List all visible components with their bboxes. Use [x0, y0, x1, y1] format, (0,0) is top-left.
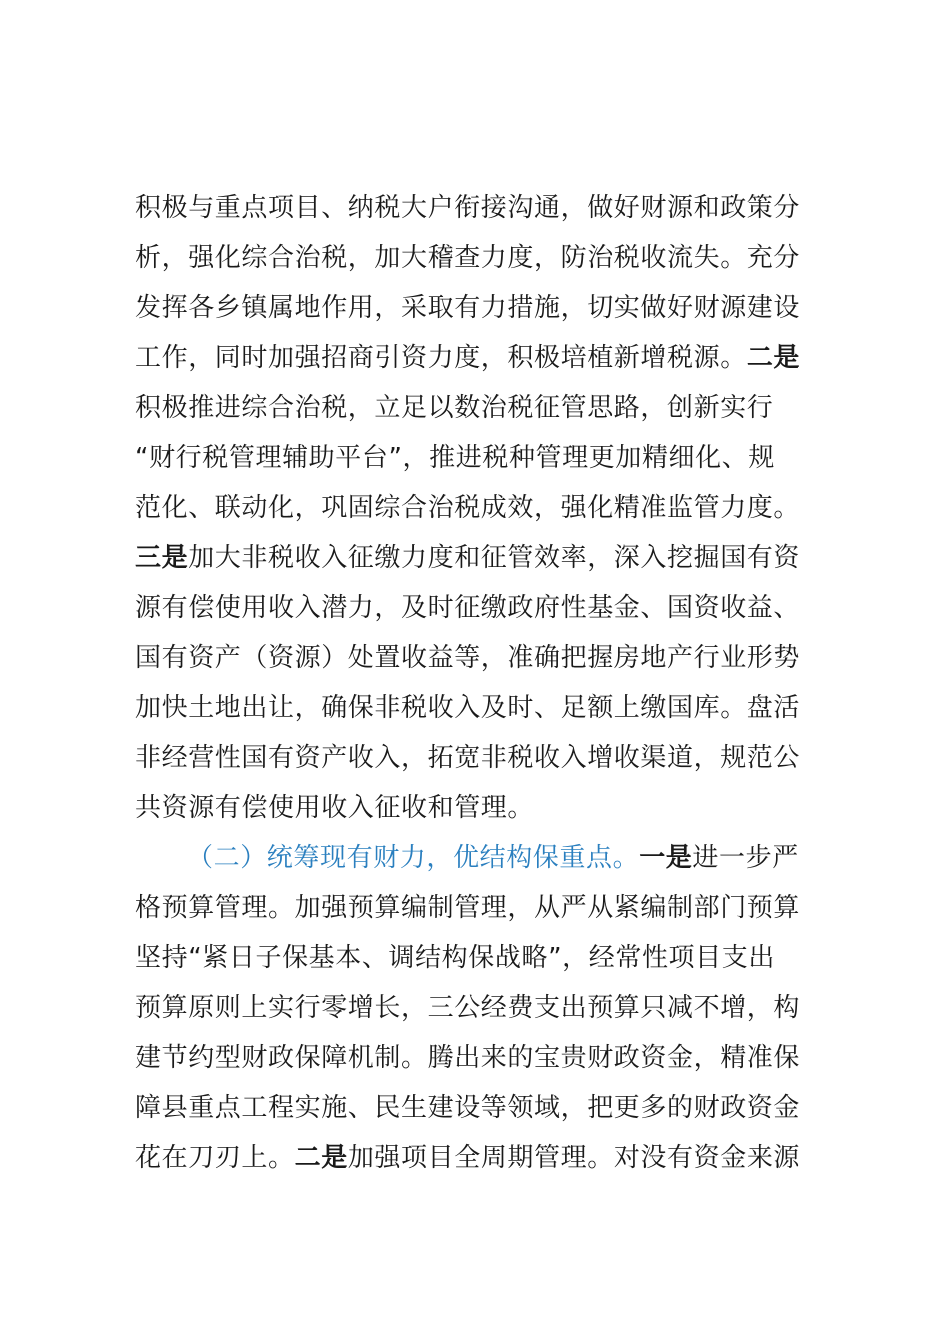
text-run: 加快土地出让，确保非税收入及时、足额上缴国库。盘活 [135, 693, 801, 723]
text-run: 坚持“紧日子保基本、调结构保战略”，经常性项目支出 [135, 943, 775, 973]
body-text [135, 183, 835, 1183]
text-line [135, 1083, 835, 1133]
text-run: 发挥各乡镇属地作用，采取有力措施，切实做好财源建设 [135, 293, 801, 323]
text-line [135, 783, 835, 833]
text-line [135, 483, 835, 533]
text-run: 格预算管理。加强预算编制管理，从严从紧编制部门预算 [135, 893, 801, 923]
text-run: 预算原则上实行零增长，三公经费支出预算只减不增，构 [135, 993, 801, 1023]
text-run: 共资源有偿使用收入征收和管理。 [135, 793, 535, 823]
text-line [135, 183, 835, 233]
text-line [135, 933, 835, 983]
text-run: 障县重点工程实施、民生建设等领域，把更多的财政资金 [135, 1093, 801, 1123]
text-run: 源有偿使用收入潜力，及时征缴政府性基金、国资收益、 [135, 593, 801, 623]
text-line [135, 433, 835, 483]
text-line [135, 283, 835, 333]
text-run: 国有资产（资源）处置收益等，准确把握房地产行业形势 [135, 643, 801, 673]
text-line [135, 983, 835, 1033]
text-line [135, 633, 835, 683]
text-run: 非经营性国有资产收入，拓宽非税收入增收渠道，规范公 [135, 743, 801, 773]
bold-marker: 二是 [746, 343, 801, 373]
text-line [135, 683, 835, 733]
text-run: 范化、联动化，巩固综合治税成效，强化精准监管力度。 [135, 493, 801, 523]
text-run: 加强项目全周期管理。对没有资金来源 [347, 1143, 801, 1173]
text-run: 积极与重点项目、纳税大户衔接沟通，做好财源和政策分 [135, 193, 801, 223]
section-heading-line [135, 833, 835, 883]
bold-marker: 三是 [135, 543, 189, 573]
text-run: 积极推进综合治税，立足以数治税征管思路，创新实行 [135, 393, 774, 423]
text-line [135, 533, 835, 583]
text-run: 花在刀刃上。 [135, 1143, 295, 1173]
text-run: “财行税管理辅助平台”，推进税种管理更加精细化、规 [135, 443, 775, 473]
text-line [135, 1033, 835, 1083]
text-line [135, 733, 835, 783]
text-line [135, 333, 835, 383]
text-run: 析，强化综合治税，加大稽查力度，防治税收流失。充分 [135, 243, 801, 273]
bold-marker: 一是 [639, 843, 693, 873]
text-line [135, 233, 835, 283]
section-heading: （二）统筹现有财力，优结构保重点。 [187, 843, 640, 873]
text-line [135, 583, 835, 633]
text-run: 建节约型财政保障机制。腾出来的宝贵财政资金，精准保 [135, 1043, 801, 1073]
text-run: 加大非税收入征缴力度和征管效率，深入挖掘国有资 [188, 543, 801, 573]
text-line [135, 883, 835, 933]
text-line [135, 383, 835, 433]
bold-marker: 二是 [294, 1143, 348, 1173]
text-run: 工作，同时加强招商引资力度，积极培植新增税源。 [135, 343, 747, 373]
text-line [135, 1133, 835, 1183]
text-run: 进一步严 [692, 843, 799, 873]
